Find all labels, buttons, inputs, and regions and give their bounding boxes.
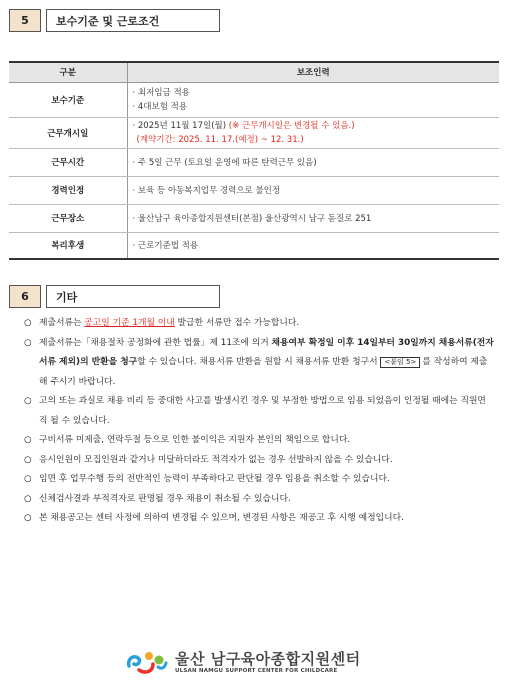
note-text: 구비서류 미제출, 연락두절 등으로 인한 불이익은 지원자 본인의 책임으로 합니다. [39, 435, 351, 445]
circle-bullet-icon: ○ [24, 435, 32, 445]
section-5-header [9, 9, 220, 32]
circle-bullet-icon: ○ [24, 454, 32, 465]
table-row [9, 204, 499, 232]
list-item [24, 431, 494, 451]
value-line: · 4대보험 적용 [132, 101, 188, 112]
value-line: · 최저임금 적용 [132, 87, 190, 98]
notes-list [24, 314, 494, 529]
table-row [9, 117, 499, 148]
table-header-row [9, 62, 499, 82]
circle-bullet-icon: ○ [24, 396, 32, 406]
row-value: · 보육 등 아동복지업무 경력으로 불인정 [127, 176, 499, 204]
footer-logo [125, 646, 361, 678]
note-text: 를 작성하여 제출해 주시기 바랍니다. [39, 357, 488, 387]
note-text: 제출서류는 [39, 318, 85, 328]
row-key: 경력인정 [9, 176, 127, 204]
note-text: 할 수 있습니다. 채용서류 반환을 원할 시 채용서류 반환 청구서 [137, 357, 381, 367]
row-value [127, 117, 499, 148]
row-key: 근무개시일 [9, 117, 127, 148]
conditions-table [9, 61, 499, 260]
table-row [9, 82, 499, 117]
table-row [9, 176, 499, 204]
center-name: 울산 남구육아종합지원센터 [175, 649, 361, 668]
center-logo-icon [125, 648, 169, 676]
circle-bullet-icon: ○ [24, 318, 32, 328]
note-text: 본 채용공고는 센터 사정에 의하여 변경될 수 있으며, 변경된 사항은 재공고 후 시행 예정입니다. [39, 513, 404, 523]
date-change-note: (※ 근무개시일은 변경될 수 있음.) [228, 120, 355, 131]
row-value: · 근로기준법 적용 [127, 232, 499, 259]
row-key: 보수기준 [9, 82, 127, 117]
note-text: 신체검사결과 부적격자로 판명될 경우 채용이 취소될 수 있습니다. [39, 493, 291, 504]
circle-bullet-icon: ○ [24, 337, 32, 348]
section-title: 보수기준 및 근로조건 [46, 9, 220, 32]
attachment-tag: <붙임 5> [380, 357, 420, 368]
center-name-english: ULSAN NAMGU SUPPORT CENTER FOR CHILDCARE [175, 667, 338, 674]
column-header: 구분 [9, 62, 127, 82]
note-text: 발급한 서류만 접수 가능합니다. [174, 318, 300, 328]
row-value: · 울산남구 육아종합지원센터(본점) 울산광역시 남구 돋질로 251 [127, 204, 499, 232]
column-header: 보조인력 [127, 62, 499, 82]
start-date-text: · 2025년 11월 17일(월) [132, 120, 227, 131]
table-row [9, 232, 499, 259]
section-title: 기타 [46, 285, 220, 308]
circle-bullet-icon: ○ [24, 493, 32, 504]
note-text: 제출서류는「채용절차 공정화에 관한 법률」제 11조에 의거 [39, 337, 272, 348]
deadline-highlight: 공고일 기준 1개월 이내 [84, 318, 175, 328]
list-item [24, 451, 494, 471]
row-value: · 주 5일 근무 (토요일 운영에 따른 탄력근무 있음) [127, 148, 499, 176]
list-item [24, 314, 494, 334]
note-text: 응시인원이 모집인원과 같거나 미달하더라도 적격자가 없는 경우 선발하지 않을 수 있습니다. [39, 454, 393, 465]
circle-bullet-icon: ○ [24, 513, 32, 523]
list-item [24, 509, 494, 529]
row-key: 복리후생 [9, 232, 127, 259]
circle-bullet-icon: ○ [24, 474, 32, 484]
note-bold-text: 채용여부 확정일 이후 14일부터 30일까지 채용서류(전자서류 제외)의 반환을 청구 [39, 337, 494, 367]
row-value [127, 82, 499, 117]
list-item [24, 392, 494, 431]
note-text: 임면 후 업무수행 등의 전반적인 능력이 부족하다고 판단될 경우 임용을 취소할 수 있습니다. [39, 474, 390, 484]
table-row [9, 148, 499, 176]
contract-period-note: (계약기간: 2025. 11. 17.(예정) ~ 12. 31.) [136, 134, 304, 145]
section-number: 5 [9, 9, 41, 32]
row-key: 근무시간 [9, 148, 127, 176]
section-number: 6 [9, 285, 41, 308]
list-item [24, 470, 494, 490]
row-key: 근무장소 [9, 204, 127, 232]
list-item [24, 490, 494, 510]
value-line [133, 119, 500, 133]
list-item [24, 334, 494, 393]
section-6-header [9, 285, 220, 308]
note-text: 고의 또는 과실로 채용 비리 등 중대한 사고를 발생시킨 경우 및 부정한 방법으로 임용 되었음이 인정될 때에는 직원면직 될 수 있습니다. [39, 396, 486, 426]
